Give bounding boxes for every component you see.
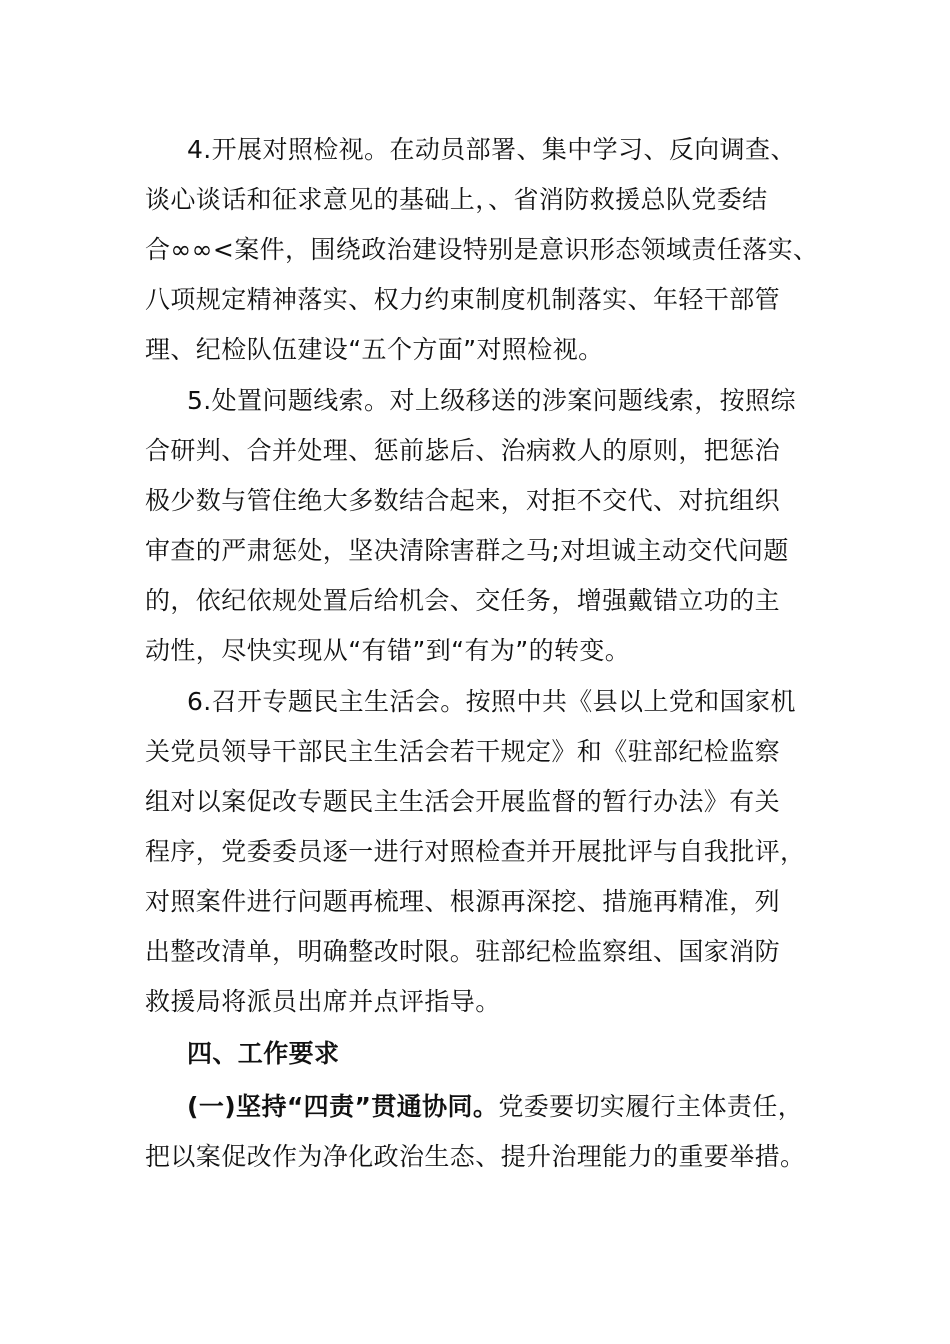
item-1-line-1 xyxy=(187,1090,803,1124)
item-1-line-2: 把以案促改作为净化政治生态、提升治理能力的重要举措。 xyxy=(145,1142,806,1171)
para-6-line-1: 6.召开专题民主生活会。按照中共《县以上党和国家机 xyxy=(187,687,796,716)
para-6-line-6: 出整改清单，明确整改时限。驻部纪检监察组、国家消防 xyxy=(145,937,781,966)
para-5-line-3: 极少数与管住绝大多数结合起来，对拒不交代、对抗组织 xyxy=(145,486,781,515)
para-4-line-5: 理、纪检队伍建设“五个方面”对照检视。 xyxy=(145,335,604,364)
para-5-line-6: 动性，尽快实现从“有错”到“有为”的转变。 xyxy=(145,636,631,665)
para-4-line-2: 谈心谈话和征求意见的基础上，、省消防救援总队党委结 xyxy=(145,185,768,214)
item-1-title: (一)坚持“四责”贯通协同。 xyxy=(187,1092,499,1121)
para-6-line-3: 组对以案促改专题民主生活会开展监督的暂行办法》有关 xyxy=(145,787,781,816)
section-heading: 四、工作要求 xyxy=(187,1039,340,1068)
para-6-line-2: 关党员领导干部民主生活会若干规定》和《驻部纪检监察 xyxy=(145,737,781,766)
para-4-line-4: 八项规定精神落实、权力约束制度机制落实、年轻干部管 xyxy=(145,285,781,314)
para-6-line-5: 对照案件进行问题再梳理、根源再深挖、措施再精准，列 xyxy=(145,887,781,916)
para-4-line-3: 合∞∞<案件，围绕政治建设特别是意识形态领域责任落实、 xyxy=(145,235,819,264)
para-4-line-1: 4.开展对照检视。在动员部署、集中学习、反向调查、 xyxy=(187,135,796,164)
item-1-text: 党委要切实履行主体责任， xyxy=(498,1092,804,1121)
para-5-line-5: 的，依纪依规处置后给机会、交任务，增强戴错立功的主 xyxy=(145,586,781,615)
para-5-line-4: 审查的严肃惩处，坚决清除害群之马;对坦诚主动交代问题 xyxy=(145,536,789,565)
para-5-line-2: 合研判、合并处理、惩前毖后、治病救人的原则，把惩治 xyxy=(145,436,781,465)
para-6-line-4: 程序，党委委员逐一进行对照检查并开展批评与自我批评， xyxy=(145,837,806,866)
para-5-line-1: 5.处置问题线索。对上级移送的涉案问题线索，按照综 xyxy=(187,386,796,415)
para-6-line-7: 救援局将派员出席并点评指导。 xyxy=(145,987,501,1016)
